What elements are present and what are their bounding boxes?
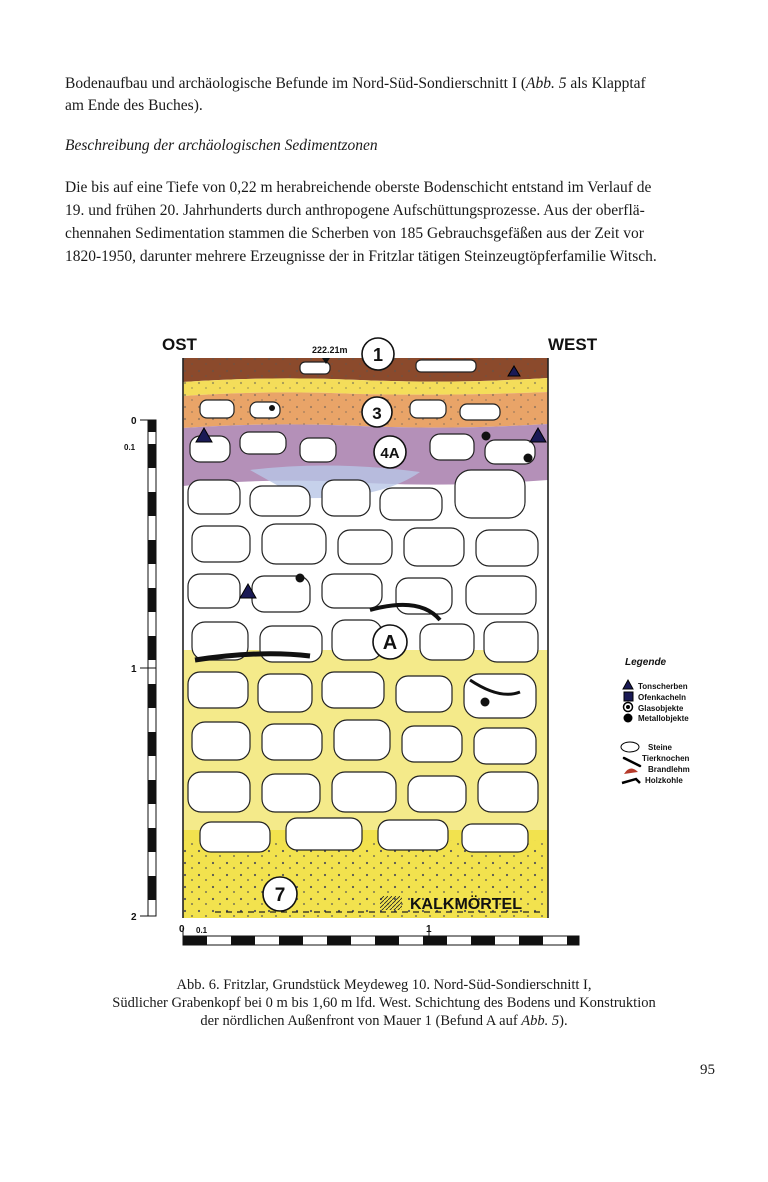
legend [621,657,690,785]
svg-text:0.1: 0.1 [124,443,136,452]
section-heading: Beschreibung der archäologischen Sedimentzonen [65,137,378,154]
svg-text:1: 1 [131,664,137,675]
svg-text:0: 0 [131,416,137,427]
legend-title: Legende [625,657,667,668]
caption-line-3: der nördlichen Außenfront von Mauer 1 (Befund A auf Abb. 5). [200,1013,568,1029]
svg-text:1: 1 [372,345,384,365]
svg-text:Metallobjekte: Metallobjekte [638,714,689,723]
svg-text:0.1: 0.1 [196,926,208,935]
square-icon [624,692,633,701]
intro-line-2: am Ende des Buches). [65,97,203,114]
bone-icon [624,758,640,766]
vertical-scale [124,416,156,923]
svg-text:1: 1 [426,924,432,935]
layer-label-1 [362,338,394,370]
stone-icon [621,742,639,752]
paragraph-line-1: Die bis auf eine Tiefe von 0,22 m herabreichende oberste Bodenschicht entstand im Verlauf de [65,179,652,196]
page-number: 95 [700,1062,715,1078]
horizontal-scale [179,924,579,945]
elevation-label: 222.21m [312,345,348,355]
label-west: WEST [548,335,598,354]
section-drawing [0,320,768,960]
charcoal-icon [622,779,640,783]
svg-text:2: 2 [131,912,137,923]
svg-text:Brandlehm: Brandlehm [648,765,690,774]
svg-text:0: 0 [179,924,185,935]
paragraph-line-3: chennahen Sedimentation stammen die Scherben von 185 Gebrauchsgefäßen aus der Zeit vor [65,225,644,242]
layer-label-3 [362,397,392,427]
layer-label-a [373,625,407,659]
svg-text:4A: 4A [380,445,400,462]
svg-text:Glasobjekte: Glasobjekte [638,704,684,713]
svg-text:Ofenkacheln: Ofenkacheln [638,693,687,702]
paragraph-line-2: 19. und frühen 20. Jahrhunderts durch anthropogene Aufschüttungsprozesse. Aus der oberflä- [65,202,645,219]
svg-text:Holzkohle: Holzkohle [645,776,683,785]
label-ost: OST [162,335,197,354]
svg-text:Tonscherben: Tonscherben [638,682,688,691]
svg-text:7: 7 [274,885,286,906]
intro-line-1: Bodenaufbau und archäologische Befunde im Nord-Süd-Sondierschnitt I (Abb. 5 als Klapptaf [65,75,646,92]
svg-text:Tierknochen: Tierknochen [642,754,690,763]
svg-text:Steine: Steine [648,743,673,752]
dot-icon [624,714,633,723]
caption-line-1: Abb. 6. Fritzlar, Grundstück Meydeweg 10. Nord-Süd-Sondierschnitt I, [176,977,592,993]
kalkmoertel-label: KALKMÖRTEL [410,896,522,913]
paragraph-line-4: 1820-1950, darunter mehrere Erzeugnisse der in Fritzlar tätigen Steinzeugtöpferfamilie Witsch. [65,248,657,265]
triangle-icon [623,680,633,689]
burnt-clay-icon [624,768,638,774]
layer-label-7 [263,877,297,911]
strata-layers [183,358,548,918]
layer-label-4a [374,436,406,468]
svg-text:A: A [382,632,398,654]
svg-text:3: 3 [372,404,382,423]
caption-line-2: Südlicher Grabenkopf bei 0 m bis 1,60 m lfd. West. Schichtung des Bodens und Konstruktion [112,995,656,1011]
